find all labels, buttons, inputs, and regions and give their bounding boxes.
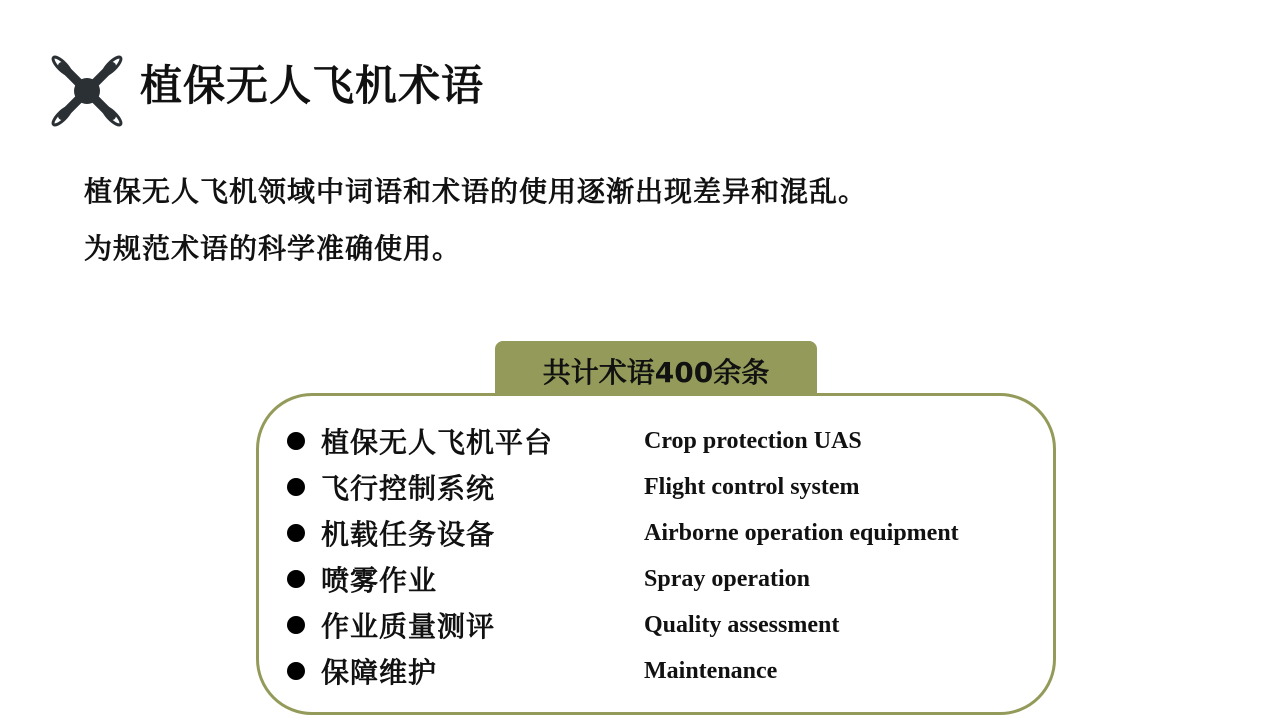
- bullet-icon: [287, 478, 305, 496]
- page-title: 植保无人飞机术语: [140, 61, 485, 110]
- term-row: [287, 648, 959, 694]
- bullet-icon: [287, 524, 305, 542]
- term-english: Maintenance: [644, 657, 778, 684]
- term-count-tab: 共计术语400余条: [495, 341, 817, 401]
- bullet-icon: [287, 662, 305, 680]
- term-row: [287, 464, 959, 510]
- term-row: [287, 510, 959, 556]
- term-row: [287, 602, 959, 648]
- term-row: [287, 418, 959, 464]
- term-english: Spray operation: [644, 565, 811, 592]
- term-list: [287, 418, 959, 694]
- term-chinese: 保障维护: [321, 656, 438, 689]
- term-chinese: 飞行控制系统: [321, 472, 496, 505]
- term-chinese: 植保无人飞机平台: [321, 426, 554, 459]
- intro-line: 为规范术语的科学准确使用。: [84, 232, 462, 265]
- term-english: Airborne operation equipment: [644, 519, 959, 546]
- intro-text: [84, 170, 867, 284]
- intro-line: 植保无人飞机领域中词语和术语的使用逐渐出现差异和混乱。: [84, 175, 868, 208]
- bullet-icon: [287, 432, 305, 450]
- term-chinese: 喷雾作业: [321, 564, 438, 597]
- term-english: Flight control system: [644, 473, 860, 500]
- terms-box: [256, 393, 1056, 715]
- bullet-icon: [287, 616, 305, 634]
- term-english: Crop protection UAS: [644, 427, 862, 454]
- term-chinese: 作业质量测评: [321, 610, 496, 643]
- term-english: Quality assessment: [644, 611, 840, 638]
- term-row: [287, 556, 959, 602]
- term-chinese: 机载任务设备: [321, 518, 496, 551]
- bullet-icon: [287, 570, 305, 588]
- drone-icon: [48, 52, 126, 130]
